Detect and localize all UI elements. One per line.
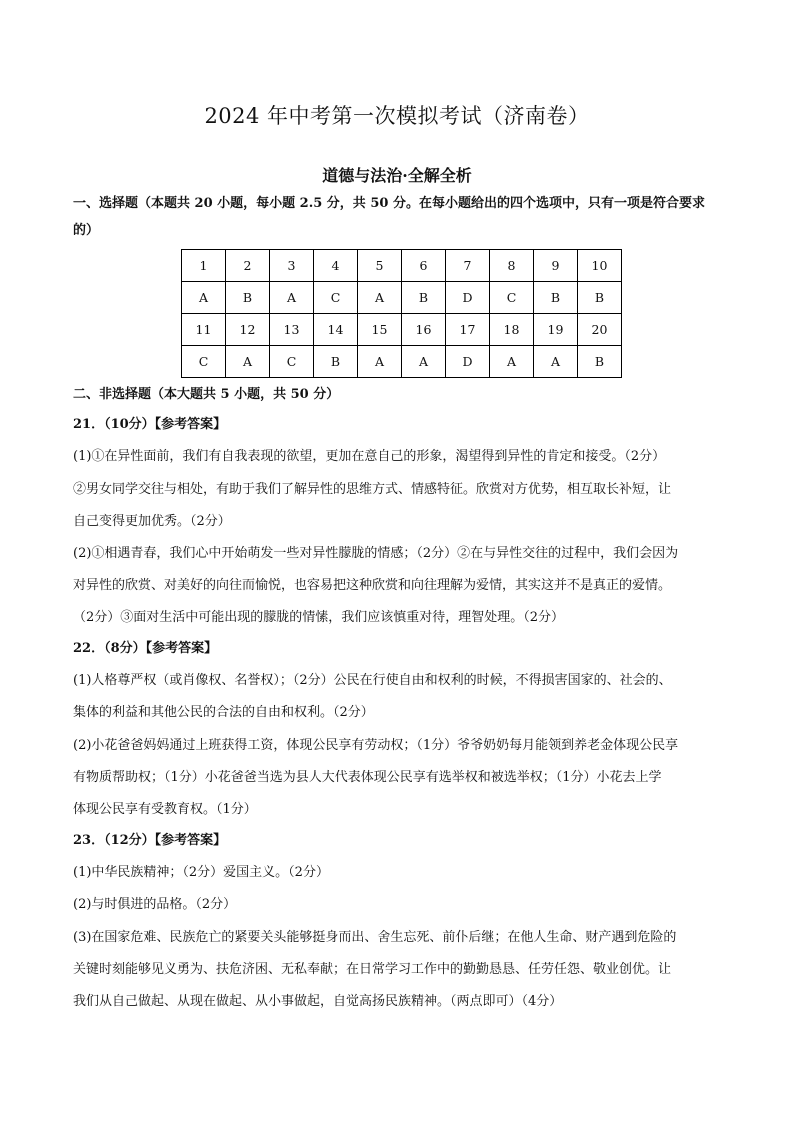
- q23-line: 关键时刻能够见义勇为、扶危济困、无私奉献；在日常学习工作中的勤勤恳恳、任劳任怨、敬业创优。让: [73, 962, 672, 977]
- answer-row: [182, 282, 622, 314]
- answer-cell: A: [490, 346, 534, 378]
- q23-line: (3)在国家危难、民族危亡的紧要关头能够挺身而出、舍生忘死、前仆后继；在他人生命、财产遇到危险的: [73, 930, 677, 945]
- question-number-row: [182, 314, 622, 346]
- question-number-cell: 4: [314, 250, 358, 282]
- q22-line: (1)人格尊严权（或肖像权、名誉权）；（2分）公民在行使自由和权利的时候，不得损害国家的、社会的、: [73, 673, 672, 688]
- question-number-cell: 13: [270, 314, 314, 346]
- answer-cell: A: [182, 282, 226, 314]
- section1-heading: 一、选择题（本题共 20 小题，每小题 2.5 分，共 50 分。在每小题给出的四个选项中，只有一项是符合要求: [73, 196, 705, 211]
- question-number-cell: 7: [446, 250, 490, 282]
- question-number-cell: 16: [402, 314, 446, 346]
- answer-cell: B: [578, 282, 622, 314]
- q23-header: 23．（12分）【参考答案】: [73, 833, 227, 848]
- q21-line: （2分）③面对生活中可能出现的朦胧的情愫，我们应该慎重对待，理智处理。（2分）: [73, 610, 565, 625]
- question-number-cell: 17: [446, 314, 490, 346]
- q22-line: (2)小花爸爸妈妈通过上班获得工资，体现公民享有劳动权；（1分）爷爷奶奶每月能领到养老金体现公民享: [73, 738, 679, 753]
- q21-line: (1)①在异性面前，我们有自我表现的欲望，更加在意自己的形象，渴望得到异性的肯定和接受。（2分）: [73, 449, 666, 464]
- question-number-cell: 9: [534, 250, 578, 282]
- answer-cell: D: [446, 346, 490, 378]
- question-number-cell: 12: [226, 314, 270, 346]
- q21-line: 对异性的欣赏、对美好的向往而愉悦，也容易把这种欣赏和向往理解为爱情，其实这并不是真正的爱情。: [73, 578, 672, 593]
- answer-cell: A: [358, 282, 402, 314]
- q22-line: 集体的利益和其他公民的合法的自由和权利。（2分）: [73, 705, 374, 720]
- section1-heading-cont: 的）: [73, 223, 100, 238]
- question-number-cell: 11: [182, 314, 226, 346]
- answer-cell: B: [226, 282, 270, 314]
- answer-row: [182, 346, 622, 378]
- q23-line: (1)中华民族精神；（2分）爱国主义。（2分）: [73, 865, 329, 880]
- q21-header: 21．（10分）【参考答案】: [73, 417, 227, 432]
- question-number-row: [182, 250, 622, 282]
- question-number-cell: 19: [534, 314, 578, 346]
- answer-table: [181, 249, 622, 378]
- question-number-cell: 10: [578, 250, 622, 282]
- answer-cell: A: [358, 346, 402, 378]
- answer-cell: C: [314, 282, 358, 314]
- answer-cell: A: [226, 346, 270, 378]
- question-number-cell: 3: [270, 250, 314, 282]
- q22-header: 22．（8分）【参考答案】: [73, 641, 218, 656]
- answer-cell: B: [314, 346, 358, 378]
- q22-line: 体现公民享有受教育权。（1分）: [73, 802, 257, 817]
- question-number-cell: 1: [182, 250, 226, 282]
- q21-line: 自己变得更加优秀。（2分）: [73, 514, 231, 529]
- q23-line: 我们从自己做起、从现在做起、从小事做起，自觉高扬民族精神。（两点即可）（4分）: [73, 994, 563, 1009]
- question-number-cell: 14: [314, 314, 358, 346]
- question-number-cell: 5: [358, 250, 402, 282]
- answer-cell: B: [534, 282, 578, 314]
- answer-cell: A: [534, 346, 578, 378]
- answer-cell: D: [446, 282, 490, 314]
- question-number-cell: 2: [226, 250, 270, 282]
- question-number-cell: 20: [578, 314, 622, 346]
- section2-heading: 二、非选择题（本大题共 5 小题，共 50 分）: [73, 387, 340, 402]
- answer-cell: B: [578, 346, 622, 378]
- answer-cell: A: [270, 282, 314, 314]
- q21-line: ②男女同学交往与相处，有助于我们了解异性的思维方式、情感特征。欣赏对方优势，相互取长补短，让: [73, 482, 672, 497]
- question-number-cell: 15: [358, 314, 402, 346]
- question-number-cell: 6: [402, 250, 446, 282]
- question-number-cell: 8: [490, 250, 534, 282]
- q22-line: 有物质帮助权；（1分）小花爸爸当选为县人大代表体现公民享有选举权和被选举权；（1分）小花去上学: [73, 770, 662, 785]
- page-title: 2024 年中考第一次模拟考试（济南卷）: [204, 104, 590, 128]
- question-number-cell: 18: [490, 314, 534, 346]
- page-subtitle: 道德与法治·全解全析: [322, 166, 472, 185]
- q21-line: (2)①相遇青春，我们心中开始萌发一些对异性朦胧的情感；（2分）②在与异性交往的过程中，我们会因为: [73, 546, 679, 561]
- answer-cell: A: [402, 346, 446, 378]
- answer-cell: C: [490, 282, 534, 314]
- answer-cell: C: [270, 346, 314, 378]
- q23-line: (2)与时俱进的品格。（2分）: [73, 897, 237, 912]
- answer-cell: C: [182, 346, 226, 378]
- answer-cell: B: [402, 282, 446, 314]
